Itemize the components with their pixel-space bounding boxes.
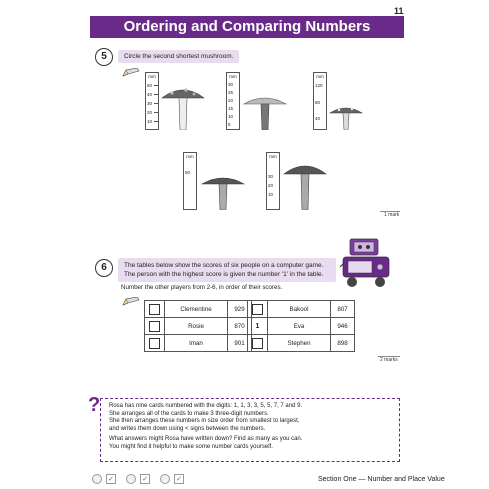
reasoning-paragraph-2 [109, 436, 391, 451]
question-6-number: 6 [95, 259, 113, 277]
table-row [145, 318, 252, 335]
ruler-label: 20 [147, 110, 153, 115]
neutral-face-icon[interactable] [126, 474, 136, 484]
q6-marks-line [378, 356, 400, 357]
mushroom-4[interactable] [200, 172, 246, 210]
ruler-label: 120 [315, 83, 323, 88]
q5-marks-label: 1 mark [384, 212, 400, 218]
reasoning-line: and writes them down using < signs between the numbers. [109, 425, 266, 432]
reasoning-line: You might find it helpful to make some number cards yourself. [109, 443, 273, 450]
ruler-label: 50 [185, 170, 191, 175]
question-6-prompt [118, 258, 336, 282]
ruler-unit: mm [186, 154, 194, 159]
table-row [145, 335, 252, 352]
table-row [145, 301, 252, 318]
ruler-label: 10 [268, 192, 274, 197]
player-name: Eva [268, 318, 331, 335]
ruler-5 [266, 152, 280, 210]
tick-box[interactable]: ✓ [174, 474, 184, 484]
table-row [248, 335, 355, 352]
mushroom-3[interactable] [328, 104, 364, 130]
tick-box[interactable]: ✓ [106, 474, 116, 484]
question-mark-icon: ? [88, 394, 101, 416]
ruler-4 [183, 152, 197, 210]
scores-table-left [144, 300, 252, 352]
ruler-label: 30 [228, 82, 234, 87]
section-label: Section One — Number and Place Value [318, 476, 445, 483]
player-score: 870 [228, 318, 252, 335]
rank-input[interactable] [149, 338, 160, 349]
mushroom-2[interactable] [242, 92, 288, 130]
q6-marks-label: 2 marks [380, 357, 398, 363]
sad-face-icon[interactable] [160, 474, 170, 484]
ruler-label: 40 [315, 116, 321, 121]
question-5-prompt: Circle the second shortest mushroom. [118, 50, 239, 63]
ruler-unit: mm [229, 74, 237, 79]
ruler-label: 15 [228, 106, 234, 111]
rank-input[interactable] [252, 338, 263, 349]
ruler-label: 50 [147, 83, 153, 88]
ruler-label: 5 [228, 122, 231, 127]
ruler-label: 25 [228, 90, 234, 95]
page-number: 11 [394, 6, 404, 16]
player-score: 901 [228, 335, 252, 352]
rank-input[interactable] [149, 304, 160, 315]
player-name: Stephen [268, 335, 331, 352]
self-assessment [92, 474, 190, 484]
rank-input[interactable] [149, 321, 160, 332]
scores-table-right [247, 300, 355, 352]
question-6-prompt-line-1: The tables below show the scores of six people on a computer game. [124, 262, 324, 269]
tick-box[interactable]: ✓ [140, 474, 150, 484]
player-score: 946 [331, 318, 355, 335]
mushroom-5[interactable] [282, 160, 328, 210]
ruler-label: 10 [147, 119, 153, 124]
ruler-label: 10 [228, 114, 234, 119]
page-title: Ordering and Comparing Numbers [90, 16, 404, 38]
ruler-unit: mm [148, 74, 156, 79]
pencil-icon [122, 297, 140, 307]
rank-given: 1 [248, 318, 268, 335]
player-score: 898 [331, 335, 355, 352]
ruler-label: 20 [228, 98, 234, 103]
player-name: Iman [165, 335, 228, 352]
player-name: Bakool [268, 301, 331, 318]
ruler-label: 30 [147, 101, 153, 106]
ruler-label: 30 [268, 174, 274, 179]
reasoning-line: She then arranges these numbers in size order from smallest to largest, [109, 418, 300, 425]
ruler-3 [313, 72, 327, 130]
player-name: Rosie [165, 318, 228, 335]
reasoning-line: Rosa has nine cards numbered with the digits: 1, 1, 3, 3, 5, 5, 7, 7 and 9. [109, 403, 303, 409]
reasoning-box [100, 398, 400, 462]
ruler-1 [145, 72, 159, 130]
robot-console-image [338, 237, 394, 289]
q6-instruction: Number the other players from 2-6, in order of their scores. [121, 284, 283, 291]
reasoning-line: What answers might Rosa have written down? Find as many as you can. [109, 436, 303, 443]
player-name: Clementine [165, 301, 228, 318]
pencil-icon [122, 68, 140, 78]
ruler-label: 40 [147, 92, 153, 97]
ruler-label: 80 [315, 100, 321, 105]
player-score: 929 [228, 301, 252, 318]
table-row [248, 301, 355, 318]
reasoning-line: She arranges all of the cards to make 3 three-digit numbers. [109, 410, 269, 417]
player-score: 807 [331, 301, 355, 318]
q5-marks-line [380, 211, 400, 212]
mushroom-1[interactable] [160, 84, 206, 130]
rank-input[interactable] [252, 304, 263, 315]
reasoning-paragraph-1 [109, 403, 391, 433]
question-5-number: 5 [95, 48, 113, 66]
table-row [248, 318, 355, 335]
ruler-2 [226, 72, 240, 130]
happy-face-icon[interactable] [92, 474, 102, 484]
question-6-prompt-line-2: The person with the highest score is given the number '1' in the table. [124, 271, 324, 278]
ruler-unit: mm [269, 154, 277, 159]
ruler-label: 20 [268, 183, 274, 188]
ruler-unit: mm [316, 74, 324, 79]
